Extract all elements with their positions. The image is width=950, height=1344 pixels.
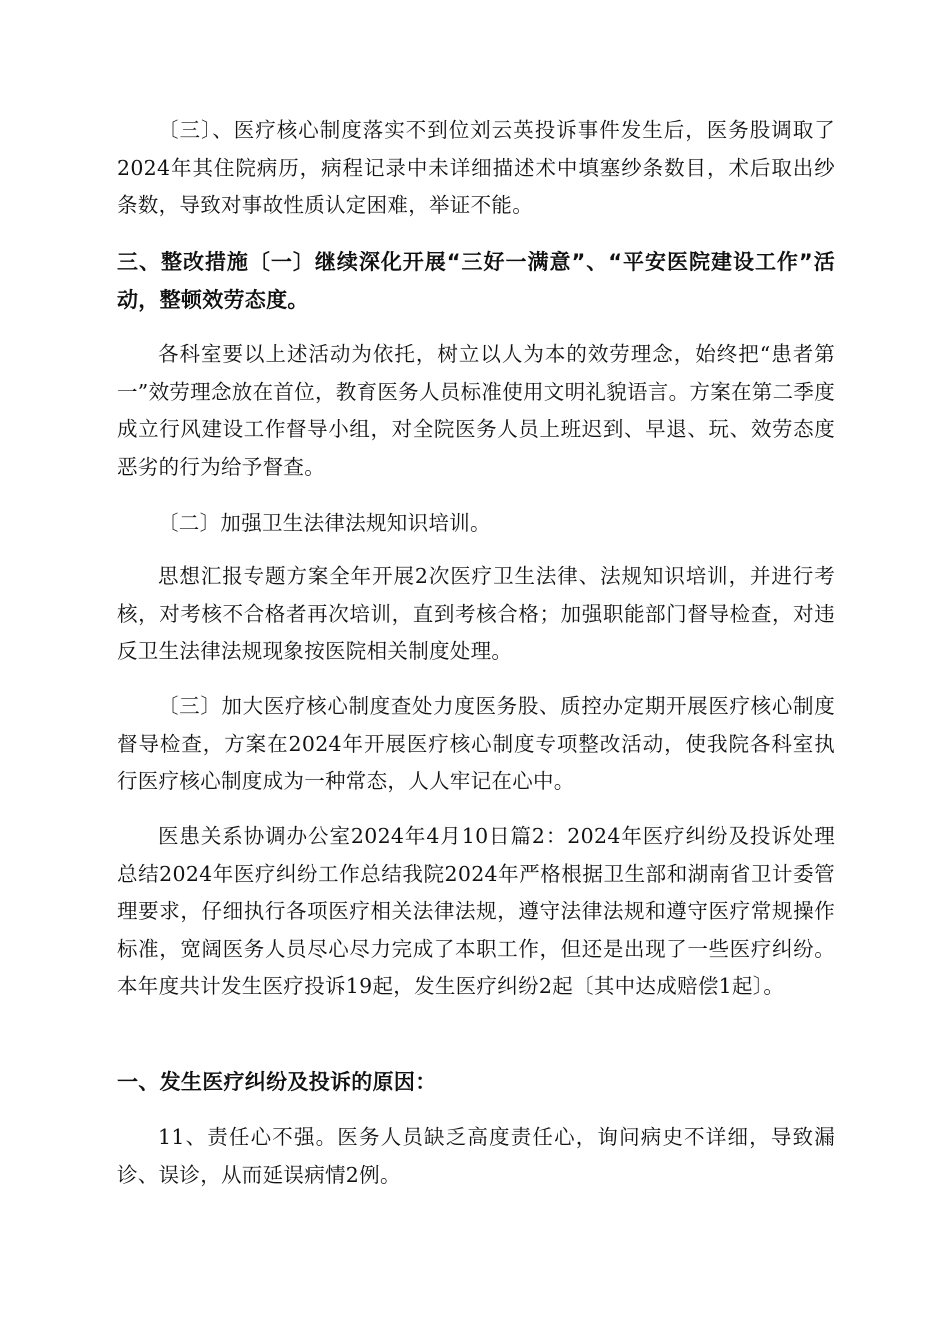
paragraph-annual-summary: 医患关系协调办公室2024年4月10日篇2：2024年医疗纠纷及投诉处理总结2024年医疗纠纷工作总结我院2024年严格根据卫生部和湖南省卫计委管理要求，仔细执行各项医疗相关法律法规，遵守法律法规和遵守医疗常规操作标准，宽阔医务人员尽心尽力完成了本职工作，但还是出现了一些医疗纠纷。本年度共计发生医疗投诉19起，发生医疗纠纷2起〔其中达成赔偿1起〕。 [117, 824, 835, 998]
heading-rectification-measures: 三、整改措施〔一〕继续深化开展“三好一满意”、“平安医院建设工作”活动，整顿效劳态度。 [117, 250, 835, 312]
paragraph-responsibility: 11、责任心不强。医务人员缺乏高度责任心，询问病史不详细，导致漏诊、误诊，从而延误病情2例。 [117, 1125, 835, 1187]
paragraph-law-training-title: 〔二〕加强卫生法律法规知识培训。 [158, 511, 491, 535]
paragraph-law-training-plan: 思想汇报专题方案全年开展2次医疗卫生法律、法规知识培训，并进行考核，对考核不合格者再次培训，直到考核合格；加强职能部门督导检查，对违反卫生法律法规现象按医院相关制度处理。 [117, 564, 835, 663]
paragraph-service-concept: 各科室要以上述活动为依托，树立以人为本的效劳理念，始终把“患者第一”效劳理念放在首位，教育医务人员标准使用文明礼貌语言。方案在第二季度成立行风建设工作督导小组，对全院医务人员上班迟到、早退、玩、效劳态度恶劣的行为给予督查。 [117, 342, 835, 479]
heading-dispute-causes: 一、发生医疗纠纷及投诉的原因： [117, 1070, 437, 1094]
paragraph-core-system-enforcement: 〔三〕加大医疗核心制度查处力度医务股、质控办定期开展医疗核心制度督导检查，方案在2024年开展医疗核心制度专项整改活动，使我院各科室执行医疗核心制度成为一种常态，人人牢记在心中。 [117, 694, 835, 793]
paragraph-core-system-issue: 〔三〕、医疗核心制度落实不到位刘云英投诉事件发生后，医务股调取了2024年其住院病历，病程记录中未详细描述术中填塞纱条数目，术后取出纱条数，导致对事故性质认定困难，举证不能。 [117, 118, 835, 217]
